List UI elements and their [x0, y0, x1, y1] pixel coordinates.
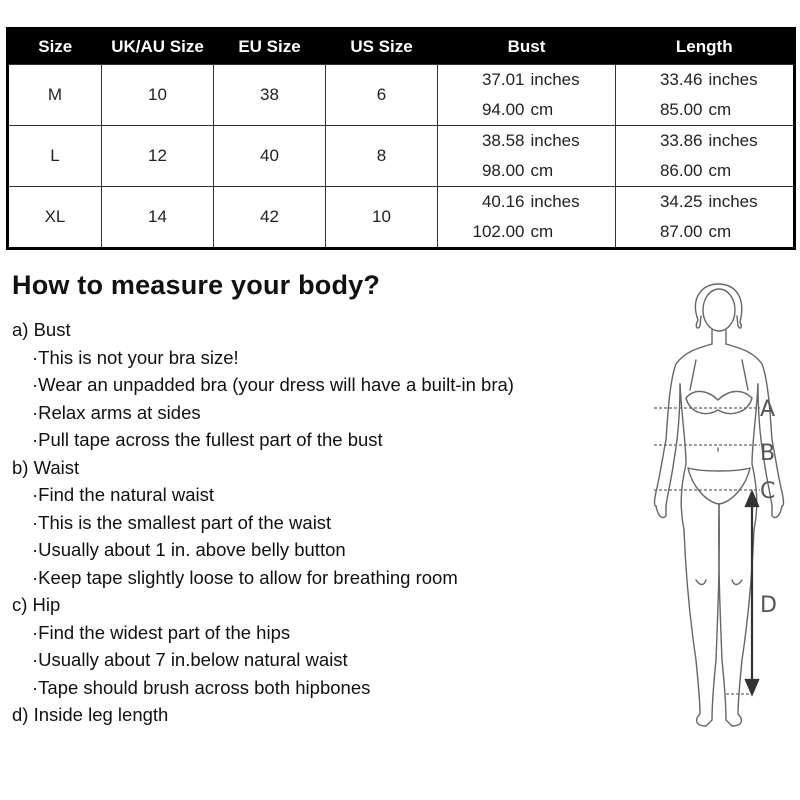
us-size-cell: 6 [326, 65, 438, 126]
bust-cell [438, 65, 616, 126]
measurement-value: 94.00 [481, 100, 525, 119]
length-measurement [616, 95, 793, 125]
measure-guide [12, 316, 632, 729]
measurement-unit: inches [530, 70, 580, 89]
header-uk-au-size: UK/AU Size [102, 29, 214, 65]
measurement-value: 98.00 [481, 161, 525, 180]
measurement-value: 37.01 [481, 70, 525, 89]
measurement-value: 33.86 [659, 131, 703, 150]
table-row [8, 187, 795, 249]
measurement-value: 85.00 [659, 100, 703, 119]
eu-size-cell: 40 [214, 126, 326, 187]
measurement-unit: cm [530, 100, 554, 119]
figure-label-a: A [760, 397, 776, 422]
header-size: Size [8, 29, 102, 65]
uk-au-size-cell: 12 [102, 126, 214, 187]
body-figure [640, 280, 800, 730]
bust-cell [438, 187, 616, 249]
uk-au-size-cell: 10 [102, 65, 214, 126]
measurement-unit: cm [708, 161, 732, 180]
guide-tip: ·Pull tape across the fullest part of the bust [32, 429, 383, 450]
guide-section-heading: b) Waist [12, 456, 80, 478]
guide-section-heading: c) Hip [12, 594, 61, 615]
size-cell: L [8, 126, 102, 187]
size-cell: XL [8, 187, 102, 249]
header-length: Length [616, 29, 795, 65]
figure-label-b: B [760, 441, 776, 466]
measurement-unit: inches [708, 192, 758, 211]
measurement-value: 86.00 [659, 161, 703, 180]
size-cell: M [8, 65, 102, 126]
length-measurement [616, 217, 793, 247]
measurement-value: 87.00 [659, 222, 703, 241]
measurement-unit: cm [530, 161, 554, 180]
size-chart-table [6, 27, 796, 250]
table-row [8, 65, 795, 126]
bust-measurement [438, 217, 615, 247]
guide-tip: ·Find the natural waist [32, 484, 215, 505]
header-us-size: US Size [326, 29, 438, 65]
guide-title: How to measure your body? [12, 270, 381, 300]
figure-label-c: C [760, 479, 776, 504]
guide-tip: ·This is the smallest part of the waist [32, 511, 332, 533]
measurement-value: 40.16 [481, 192, 525, 211]
bust-measurement [438, 126, 615, 156]
length-measurement [616, 156, 793, 186]
bust-measurement [438, 187, 615, 217]
bust-measurement [438, 65, 615, 95]
measurement-unit: inches [530, 131, 580, 150]
header-bust: Bust [438, 29, 616, 65]
uk-au-size-cell: 14 [102, 187, 214, 249]
body-outline-illustration [640, 280, 800, 730]
figure-label-d: D [760, 593, 777, 618]
eu-size-cell: 42 [214, 187, 326, 249]
measurement-unit: cm [708, 222, 732, 241]
measurement-unit: inches [708, 70, 758, 89]
table-header-row [8, 29, 795, 65]
guide-tip: ·Find the widest part of the hips [32, 621, 291, 643]
measurement-value: 38.58 [481, 131, 525, 150]
measurement-unit: inches [530, 192, 580, 211]
length-measurement [616, 65, 793, 95]
guide-tip: ·This is not your bra size! [32, 346, 239, 368]
measurement-unit: cm [530, 222, 554, 241]
guide-tip: ·Relax arms at sides [32, 401, 201, 423]
measurement-value: 33.46 [659, 70, 703, 89]
header-eu-size: EU Size [214, 29, 326, 65]
measurement-unit: cm [708, 100, 732, 119]
measurement-unit: inches [708, 131, 758, 150]
guide-section-heading: a) Bust [12, 319, 71, 340]
bust-measurement [438, 95, 615, 125]
length-cell [616, 65, 795, 126]
us-size-cell: 8 [326, 126, 438, 187]
us-size-cell: 10 [326, 187, 438, 249]
length-measurement [616, 187, 793, 217]
guide-section-heading: d) Inside leg length [12, 704, 169, 725]
guide-tip: ·Wear an unpadded bra (your dress will have a built-in bra) [32, 374, 514, 395]
guide-tip: ·Usually about 1 in. above belly button [32, 539, 346, 560]
length-measurement [616, 126, 793, 156]
eu-size-cell: 38 [214, 65, 326, 126]
measurement-value: 102.00 [472, 222, 525, 241]
length-cell [616, 126, 795, 187]
guide-tip: ·Keep tape slightly loose to allow for breathing room [32, 566, 458, 588]
guide-tip: ·Usually about 7 in.below natural waist [32, 649, 348, 670]
length-cell [616, 187, 795, 249]
table-row [8, 126, 795, 187]
bust-measurement [438, 156, 615, 186]
guide-tip: ·Tape should brush across both hipbones [32, 676, 371, 698]
measurement-value: 34.25 [659, 192, 703, 211]
bust-cell [438, 126, 616, 187]
